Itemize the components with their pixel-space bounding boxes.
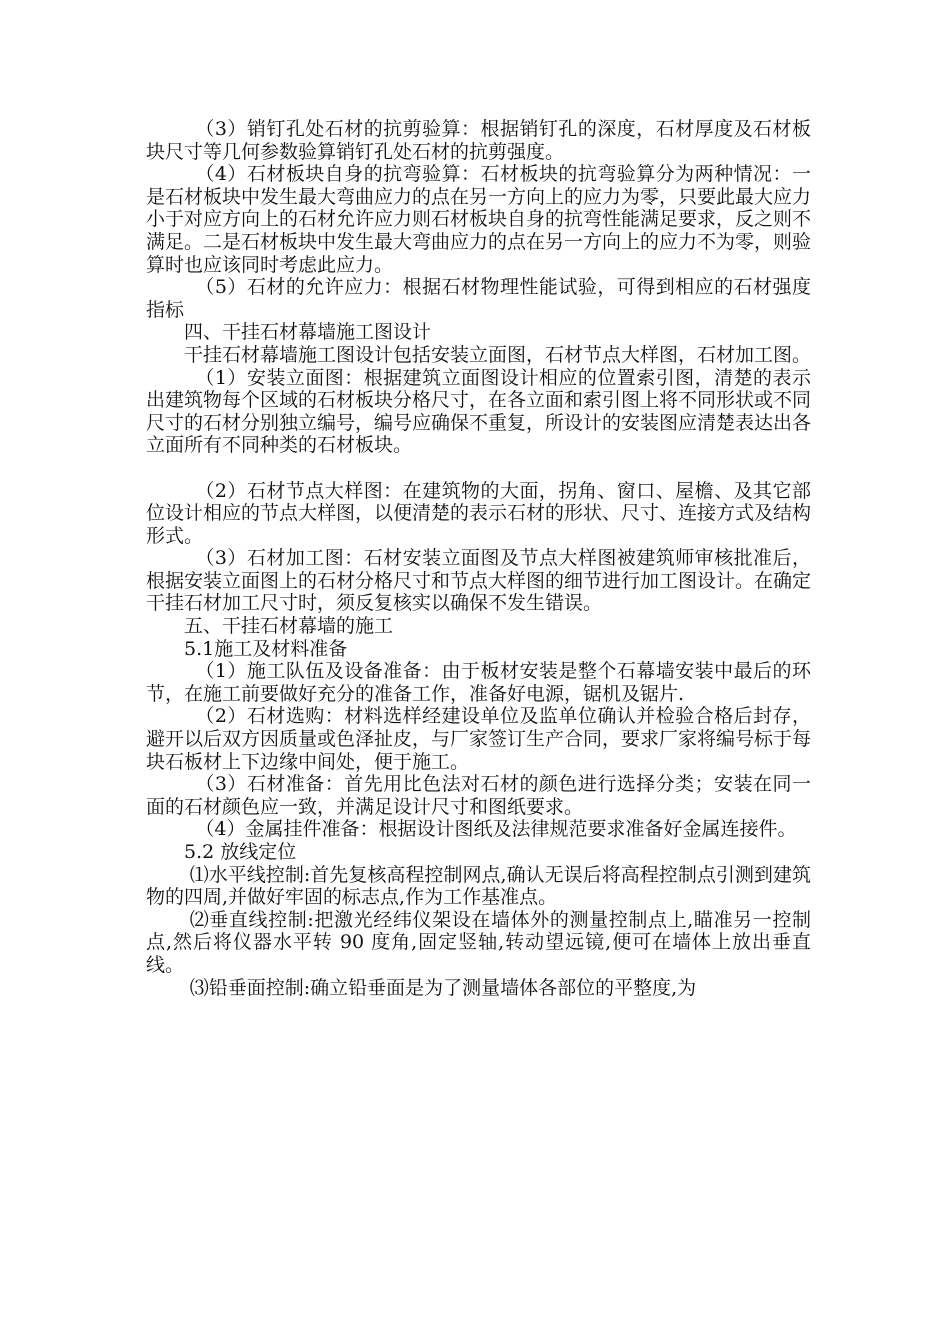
paragraph-node-detail-drawing: （2）石材节点大样图：在建筑物的大面，拐角、窗口、屋檐、及其它部位设计相应的节点大样图，以便清楚的表示石材的形状、尺寸、连接方式及结构形式。 bbox=[146, 479, 812, 547]
section-heading-4: 四、干挂石材幕墙施工图设计 bbox=[184, 321, 432, 344]
paragraph-metal-hanger-prep: （4）金属挂件准备：根据设计图纸及法律规范要求准备好金属连接件。 bbox=[195, 818, 797, 841]
document-body bbox=[146, 118, 811, 999]
paragraph-panel-bending-check: （4）石材板块自身的抗弯验算：石材板块的抗弯验算分为两种情况：一是石材板块中发生最大弯曲应力的点在另一方向上的应力为零，只要此最大应力小于对应方向上的石材允许应力则石材板块自身的抗弯性能满足要求，反之则不满足。二是石材板块中发生最大弯曲应力的点在另一方向上的应力不为零，则验算时也应该同时考虑此应力。 bbox=[146, 163, 812, 276]
paragraph-drawing-design-intro: 干挂石材幕墙施工图设计包括安装立面图，石材节点大样图，石材加工图。 bbox=[184, 343, 812, 366]
paragraph-vertical-control: ⑵垂直线控制:把激光经纬仪架设在墙体外的测量控制点上,瞄准另一控制点,然后将仪器水平转 90 度角,固定竖轴,转动望远镜,便可在墙体上放出垂直线。 bbox=[146, 908, 811, 976]
paragraph-stone-purchase: （2）石材选购：材料选样经建设单位及监单位确认并检验合格后封存，避开以后双方因质量或色泽扯皮，与厂家签订生产合同，要求厂家将编号标于每块石板材上下边缘中间处，便于施工。 bbox=[146, 705, 812, 773]
paragraph-plumb-plane-control: ⑶铅垂面控制:确立铅垂面是为了测量墙体各部位的平整度,为 bbox=[189, 976, 697, 999]
subsection-heading-5-2: 5.2 放线定位 bbox=[184, 841, 297, 863]
paragraph-team-equipment-prep: （1）施工队伍及设备准备：由于板材安装是整个石幕墙安装中最后的环节，在施工前要做好充分的准备工作，准备好电源，锯机及锯片. bbox=[146, 660, 811, 705]
paragraph-stone-prep: （3）石材准备：首先用比色法对石材的颜色进行选择分类；安装在同一面的石材颜色应一致，并满足设计尺寸和图纸要求。 bbox=[146, 773, 811, 818]
paragraph-allowable-stress: （5）石材的允许应力：根据石材物理性能试验，可得到相应的石材强度指标 bbox=[146, 276, 811, 321]
paragraph-installation-elevation: （1）安装立面图：根据建筑立面图设计相应的位置索引图，清楚的表示出建筑物每个区域的石材板块分格尺寸，在各立面和索引图上将不同形状或不同尺寸的石材分别独立编号，编号应确保不重复，所设计的安装图应清楚表达出各立面所有不同种类的石材板块。 bbox=[146, 366, 812, 457]
paragraph-pin-hole-shear-check: （3）销钉孔处石材的抗剪验算：根据销钉孔的深度，石材厚度及石材板块尺寸等几何参数验算销钉孔处石材的抗剪强度。 bbox=[146, 118, 811, 163]
paragraph-horizontal-control: ⑴水平线控制:首先复核高程控制网点,确认无误后将高程控制点引测到建筑物的四周,并做好牢固的标志点,作为工作基准点。 bbox=[146, 863, 811, 909]
paragraph-processing-drawing: （3）石材加工图：石材安装立面图及节点大样图被建筑师审核批准后，根据安装立面图上的石材分格尺寸和节点大样图的细节进行加工图设计。在确定干挂石材加工尺寸时，须反复核实以确保不发生错误。 bbox=[146, 547, 812, 615]
subsection-heading-5-1: 5.1施工及材料准备 bbox=[184, 637, 348, 660]
section-heading-5: 五、干挂石材幕墙的施工 bbox=[184, 615, 394, 638]
